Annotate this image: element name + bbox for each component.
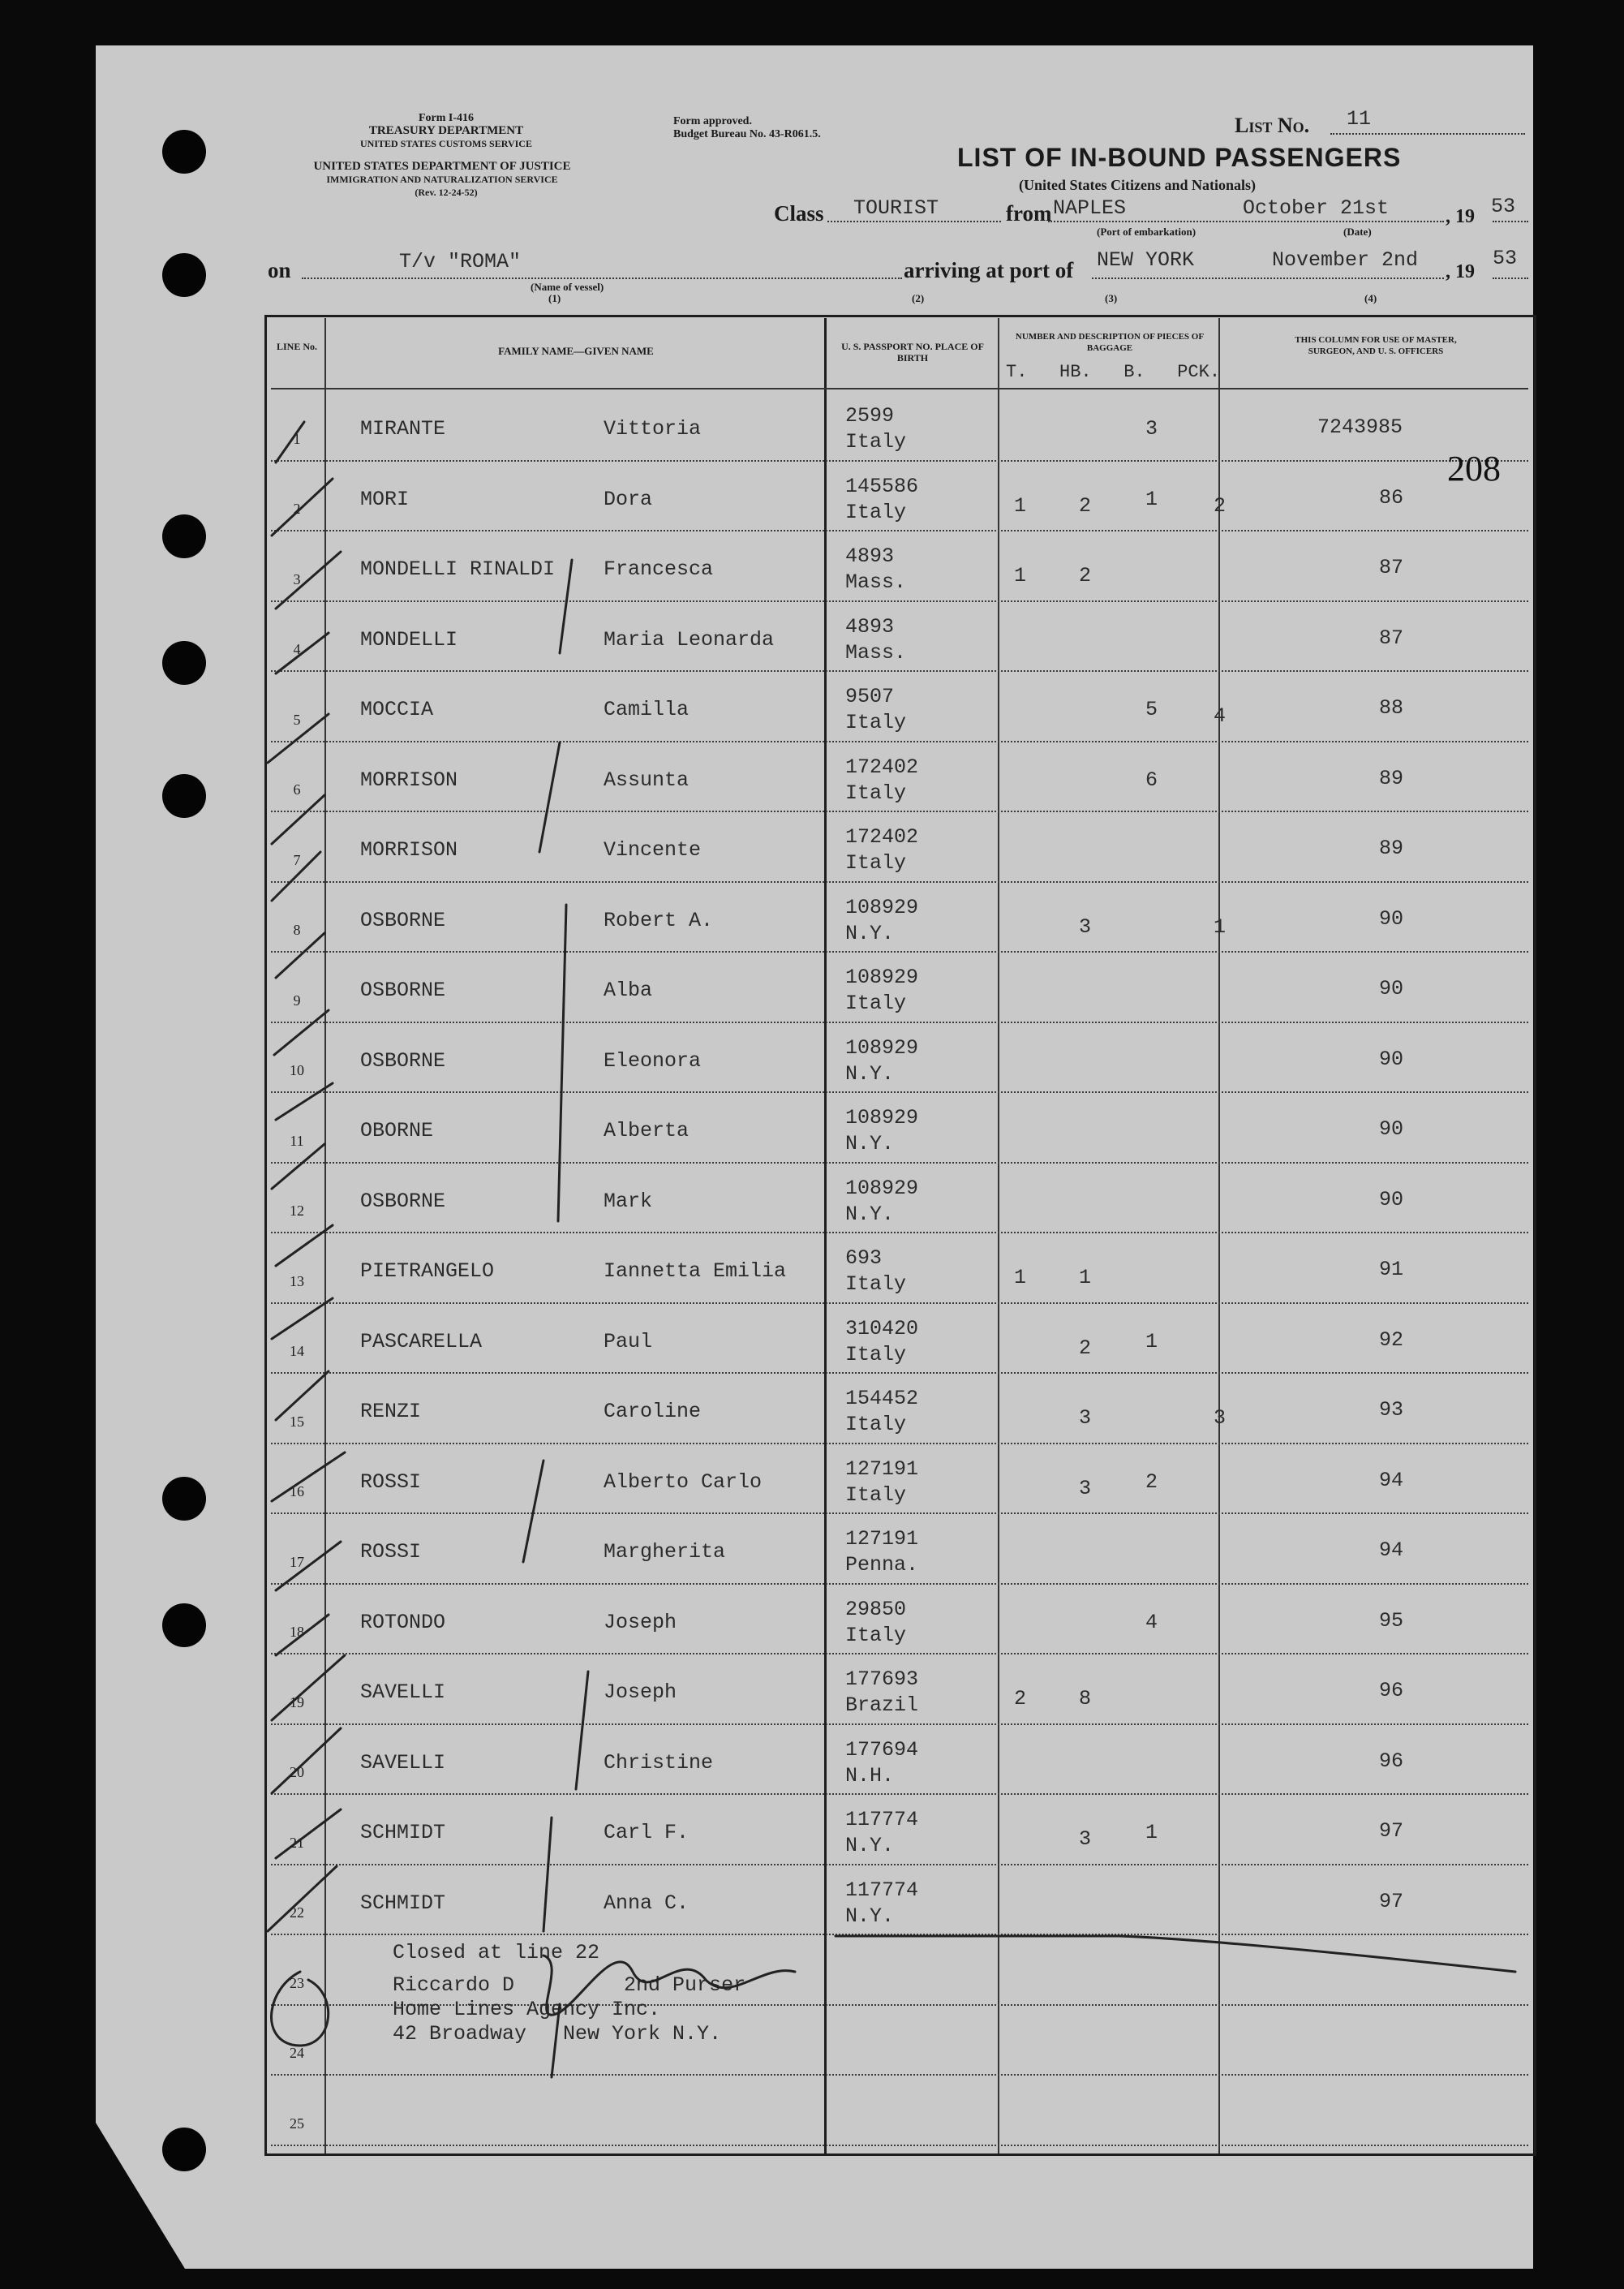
officer-number: 94: [1379, 1538, 1404, 1562]
family-name: PIETRANGELO: [360, 1259, 495, 1283]
header-line-no: LINE No.: [276, 341, 317, 352]
passport-number: 4893: [845, 614, 895, 639]
passport-number: 108929: [845, 1035, 919, 1060]
officer-number: 97: [1379, 1889, 1404, 1913]
officer-number: 89: [1379, 766, 1404, 790]
passport-number: 145586: [845, 474, 919, 498]
embark-port: NAPLES: [1053, 196, 1127, 220]
passport-number: 108929: [845, 895, 919, 919]
passport-number: 172402: [845, 825, 919, 849]
given-name: Maria Leonarda: [604, 627, 775, 652]
place-of-birth: N.Y.: [845, 921, 895, 945]
place-of-birth: Italy: [845, 781, 907, 805]
passport-number: 310420: [845, 1316, 919, 1340]
baggage-hb: 2: [1079, 564, 1092, 587]
line-number: 13: [290, 1272, 304, 1289]
arrival-port: NEW YORK: [1097, 248, 1195, 272]
family-name: SAVELLI: [360, 1680, 446, 1704]
baggage-hb: 1: [1079, 1266, 1092, 1289]
given-name: Alberto Carlo: [604, 1469, 763, 1494]
family-name: RENZI: [360, 1400, 422, 1423]
class-label: Class: [774, 201, 824, 226]
given-name: Robert A.: [604, 908, 714, 932]
line-number: 20: [290, 1764, 304, 1780]
family-name: MOCCIA: [360, 698, 434, 721]
passport-number: 172402: [845, 755, 919, 779]
passport-number: 154452: [845, 1387, 919, 1410]
place-of-birth: Brazil: [845, 1693, 919, 1717]
form-subtitle: (United States Citizens and Nationals): [1019, 177, 1257, 193]
family-name: MIRANTE: [360, 417, 446, 441]
line-number: 16: [290, 1483, 304, 1499]
family-name: ROSSI: [360, 1540, 422, 1564]
officer-number: 90: [1379, 906, 1404, 931]
passport-number: 108929: [845, 1106, 919, 1129]
line-number: 23: [290, 1974, 304, 1991]
officer-number: 89: [1379, 837, 1404, 860]
closing-line-2: Riccardo D 2nd Purser: [393, 1973, 746, 1997]
officer-number: 90: [1379, 977, 1404, 1000]
family-name: OBORNE: [360, 1119, 434, 1142]
passport-number: 108929: [845, 966, 919, 989]
officer-number: 96: [1379, 1749, 1404, 1773]
line-number: 14: [290, 1343, 304, 1359]
passport-number: 177693: [845, 1667, 919, 1691]
officer-number: 94: [1379, 1468, 1404, 1492]
from-label: from: [1006, 201, 1052, 226]
given-name: Caroline: [604, 1400, 702, 1423]
closing-line-4: 42 Broadway New York N.Y.: [393, 2022, 722, 2046]
header-passport: U. S. PASSPORT NO. PLACE OF BIRTH: [841, 341, 984, 364]
line-number: 11: [290, 1132, 304, 1149]
list-no-value: 11: [1347, 107, 1372, 131]
line-number: 17: [290, 1553, 304, 1570]
family-name: OSBORNE: [360, 1048, 446, 1073]
line-number: 15: [290, 1413, 304, 1430]
line-number: 25: [290, 2115, 304, 2132]
place-of-birth: Mass.: [845, 570, 907, 594]
given-name: Vincente: [604, 838, 702, 862]
officer-number: 97: [1379, 1819, 1404, 1843]
port-embark-caption: (Port of embarkation): [1097, 226, 1197, 238]
col2-number: (2): [912, 292, 925, 304]
baggage-b: 1: [1145, 1329, 1158, 1353]
passport-number: 127191: [845, 1527, 919, 1551]
given-name: Dora: [604, 487, 653, 511]
embark-date: October 21st: [1243, 196, 1390, 220]
place-of-birth: N.Y.: [845, 1061, 895, 1086]
passport-number: 117774: [845, 1878, 919, 1902]
baggage-t: 1: [1014, 493, 1027, 518]
passport-number: 693: [845, 1246, 883, 1270]
place-of-birth: Italy: [845, 992, 907, 1015]
family-name: MONDELLI RINALDI: [360, 557, 556, 581]
line-number: 7: [293, 851, 301, 868]
officer-number: 95: [1379, 1608, 1404, 1633]
header-name: FAMILY NAME—GIVEN NAME: [498, 345, 654, 357]
baggage-hb: 3: [1079, 1406, 1092, 1430]
family-name: OSBORNE: [360, 908, 446, 932]
baggage-t: 2: [1014, 1687, 1027, 1710]
officer-number: 88: [1379, 696, 1404, 720]
line-number: 10: [290, 1062, 304, 1078]
justice-dept: UNITED STATES DEPARTMENT OF JUSTICE: [313, 160, 571, 173]
family-name: MONDELLI: [360, 627, 458, 652]
line-number: 3: [293, 570, 301, 587]
header-baggage-sub: T. HB. B. PCK.: [1006, 362, 1221, 382]
place-of-birth: Italy: [845, 711, 907, 734]
officer-number: 90: [1379, 1187, 1404, 1211]
passport-number: 117774: [845, 1808, 919, 1831]
line-number: 21: [290, 1834, 304, 1851]
line-number: 2: [293, 501, 301, 517]
line-number: 22: [290, 1904, 304, 1921]
given-name: Camilla: [604, 698, 690, 721]
form-title: LIST OF IN-BOUND PASSENGERS: [957, 143, 1402, 172]
given-name: Joseph: [604, 1610, 677, 1634]
given-name: Margherita: [604, 1540, 726, 1564]
year-1: 53: [1491, 195, 1516, 218]
passport-number: 177694: [845, 1737, 919, 1762]
year-2: 53: [1493, 247, 1518, 270]
passport-number: 127191: [845, 1456, 919, 1481]
given-name: Alberta: [604, 1119, 690, 1142]
officer-number: 87: [1379, 626, 1404, 650]
vessel-caption-no: (1): [548, 292, 561, 304]
officer-number: 93: [1379, 1398, 1404, 1422]
passport-number: 108929: [845, 1176, 919, 1200]
baggage-b: 5: [1145, 698, 1158, 721]
place-of-birth: N.Y.: [845, 1132, 895, 1155]
passport-number: 9507: [845, 685, 895, 708]
baggage-b: 1: [1145, 487, 1158, 511]
baggage-pck: 1: [1214, 914, 1227, 939]
budget-bureau: Budget Bureau No. 43-R061.5.: [673, 128, 821, 140]
baggage-pck: 4: [1214, 704, 1227, 728]
col4-number: (4): [1364, 292, 1377, 304]
baggage-b: 3: [1145, 417, 1158, 441]
place-of-birth: N.Y.: [845, 1904, 895, 1928]
passport-number: 2599: [845, 404, 895, 428]
given-name: Anna C.: [604, 1891, 690, 1915]
baggage-hb: 3: [1079, 1476, 1092, 1500]
place-of-birth: Mass.: [845, 640, 907, 665]
given-name: Eleonora: [604, 1048, 702, 1073]
place-of-birth: N.Y.: [845, 1834, 895, 1857]
header-baggage: NUMBER AND DESCRIPTION OF PIECES OF BAGGAGE: [1015, 332, 1205, 353]
closing-line-3: Home Lines Agency Inc.: [393, 1998, 661, 2021]
given-name: Joseph: [604, 1680, 677, 1704]
family-name: PASCARELLA: [360, 1329, 483, 1353]
place-of-birth: Italy: [845, 1342, 907, 1366]
place-of-birth: Italy: [845, 1413, 907, 1436]
place-of-birth: Italy: [845, 1272, 907, 1296]
baggage-t: 1: [1014, 564, 1027, 587]
form-number: Form I-416: [418, 112, 475, 124]
arriving-label: arriving at port of: [904, 258, 1074, 282]
place-of-birth: Italy: [845, 500, 907, 524]
family-name: OSBORNE: [360, 979, 446, 1002]
baggage-hb: 3: [1079, 1827, 1092, 1851]
passport-number: 4893: [845, 544, 895, 568]
place-of-birth: N.H.: [845, 1763, 895, 1788]
place-of-birth: N.Y.: [845, 1202, 895, 1226]
baggage-t: 1: [1014, 1266, 1027, 1289]
baggage-hb: 8: [1079, 1687, 1092, 1710]
line-number: 12: [290, 1203, 304, 1219]
date-caption: (Date): [1343, 226, 1372, 238]
family-name: OSBORNE: [360, 1189, 446, 1213]
col3-number: (3): [1105, 292, 1118, 304]
stamp-number: 208: [1447, 449, 1501, 488]
line-number: 24: [290, 2045, 304, 2061]
officer-number: 96: [1379, 1679, 1404, 1702]
list-no-label: List No.: [1235, 114, 1310, 137]
baggage-b: 6: [1145, 768, 1158, 792]
year-prefix-2: , 19: [1446, 261, 1475, 282]
line-number: 1: [293, 430, 301, 447]
place-of-birth: Penna.: [845, 1553, 919, 1577]
immigration-service: IMMIGRATION AND NATURALIZATION SERVICE: [326, 174, 558, 185]
place-of-birth: Italy: [845, 1482, 907, 1507]
line-number: 8: [293, 922, 301, 938]
given-name: Paul: [604, 1329, 653, 1353]
revision: (Rev. 12-24-52): [415, 187, 478, 198]
line-number: 4: [293, 641, 301, 657]
given-name: Christine: [604, 1750, 714, 1775]
given-name: Iannetta Emilia: [604, 1259, 787, 1283]
header-officers: THIS COLUMN FOR USE OF MASTER, SURGEON, AND U. S. OFFICERS: [1295, 335, 1457, 356]
given-name: Assunta: [604, 768, 690, 792]
year-prefix: , 19: [1446, 206, 1475, 227]
treasury-dept: TREASURY DEPARTMENT: [368, 124, 524, 137]
arrival-date: November 2nd: [1272, 248, 1419, 272]
officer-number: 92: [1379, 1327, 1404, 1352]
passport-number: 29850: [845, 1597, 907, 1621]
officer-number: 91: [1379, 1258, 1404, 1281]
given-name: Alba: [604, 979, 653, 1002]
given-name: Carl F.: [604, 1821, 690, 1844]
family-name: ROSSI: [360, 1469, 422, 1494]
customs-service: UNITED STATES CUSTOMS SERVICE: [360, 138, 532, 149]
officer-number: 87: [1379, 556, 1404, 579]
line-number: 9: [293, 992, 301, 1009]
line-number: 5: [293, 711, 301, 728]
baggage-pck: 3: [1214, 1406, 1227, 1430]
family-name: MORRISON: [360, 838, 458, 862]
baggage-b: 2: [1145, 1469, 1158, 1494]
officer-number: 90: [1379, 1047, 1404, 1071]
baggage-hb: 3: [1079, 914, 1092, 939]
line-number: 6: [293, 781, 301, 798]
family-name: MORRISON: [360, 768, 458, 792]
line-number: 19: [290, 1693, 304, 1710]
vessel-caption: (Name of vessel): [531, 281, 604, 293]
form-approved: Form approved.: [673, 115, 752, 127]
family-name: ROTONDO: [360, 1610, 446, 1634]
family-name: SCHMIDT: [360, 1891, 446, 1915]
officer-number: 7243985: [1317, 415, 1403, 439]
given-name: Vittoria: [604, 417, 702, 441]
place-of-birth: Italy: [845, 1623, 907, 1647]
given-name: Mark: [604, 1189, 653, 1213]
officer-number: 86: [1379, 485, 1404, 510]
given-name: Francesca: [604, 557, 714, 581]
place-of-birth: Italy: [845, 851, 907, 875]
baggage-b: 4: [1145, 1610, 1158, 1634]
place-of-birth: Italy: [845, 430, 907, 454]
baggage-b: 1: [1145, 1821, 1158, 1844]
officer-number: 90: [1379, 1117, 1404, 1141]
baggage-pck: 2: [1214, 493, 1227, 518]
baggage-hb: 2: [1079, 1336, 1092, 1360]
line-number: 18: [290, 1624, 304, 1640]
closing-line-1: Closed at line 22: [393, 1941, 600, 1964]
on-label: on: [268, 258, 291, 282]
family-name: MORI: [360, 487, 410, 511]
vessel-name: T/v "ROMA": [399, 250, 522, 273]
baggage-hb: 2: [1079, 493, 1092, 518]
family-name: SCHMIDT: [360, 1821, 446, 1844]
class-value: TOURIST: [853, 196, 939, 220]
family-name: SAVELLI: [360, 1750, 446, 1775]
